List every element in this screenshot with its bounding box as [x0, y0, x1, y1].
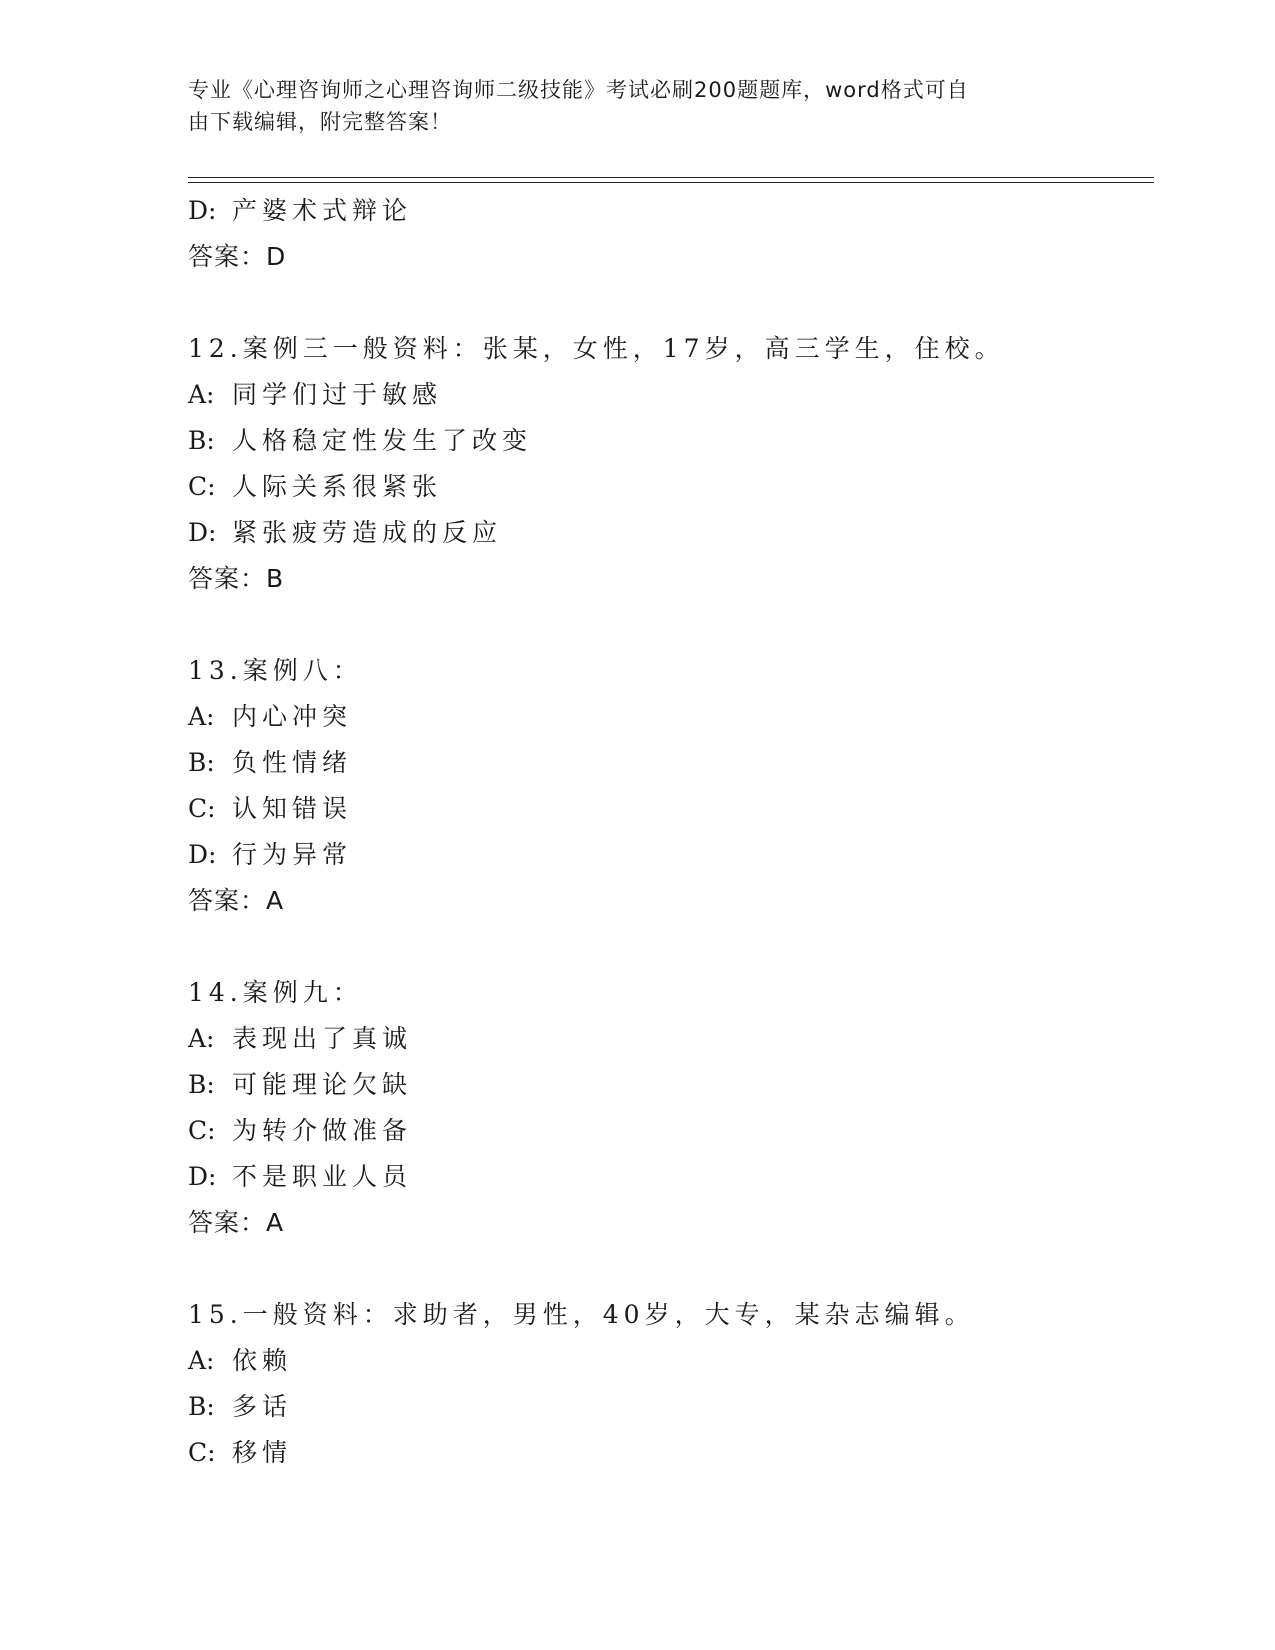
option-text: 可能理论欠缺 [232, 1070, 413, 1099]
option-row [188, 694, 1154, 740]
question-stem: 14.案例九： [188, 978, 363, 1007]
option-text: 产婆术式辩论 [232, 196, 413, 225]
option-letter: C: [188, 794, 216, 823]
option-row [188, 464, 1154, 510]
spacer [188, 280, 1154, 326]
option-row [188, 832, 1154, 878]
option-row [188, 786, 1154, 832]
answer-line: 答案：A [188, 1208, 285, 1237]
question-block [188, 1292, 1154, 1476]
option-letter: A: [188, 1024, 215, 1053]
option-letter: A: [188, 1346, 215, 1375]
question-list [188, 188, 1154, 1476]
option-text: 负性情绪 [232, 748, 353, 777]
option-letter: D: [188, 1162, 217, 1191]
option-text: 紧张疲劳造成的反应 [232, 518, 503, 547]
answer-line: 答案：D [188, 242, 287, 271]
option-letter: B: [188, 1070, 215, 1099]
option-text: 不是职业人员 [232, 1162, 413, 1191]
option-text: 多话 [232, 1392, 293, 1421]
option-letter: A: [188, 380, 215, 409]
option-text: 同学们过于敏感 [232, 380, 443, 409]
option-row [188, 510, 1154, 556]
header-divider-bottom [188, 182, 1154, 183]
option-letter: B: [188, 426, 215, 455]
document-header [188, 74, 1088, 138]
option-text: 内心冲突 [232, 702, 353, 731]
option-text: 为转介做准备 [232, 1116, 413, 1145]
question-block [188, 970, 1154, 1246]
option-letter: A: [188, 702, 215, 731]
option-letter: B: [188, 748, 215, 777]
answer-line: 答案：B [188, 564, 285, 593]
option-letter: C: [188, 472, 216, 501]
option-row [188, 372, 1154, 418]
option-row [188, 1384, 1154, 1430]
option-letter: D: [188, 518, 217, 547]
option-letter: D: [188, 840, 217, 869]
header-line-2: 由下载编辑，附完整答案！ [188, 110, 452, 134]
header-line-1: 专业《心理咨询师之心理咨询师二级技能》考试必刷200题题库，word格式可自 [188, 78, 969, 102]
option-text: 人际关系很紧张 [232, 472, 443, 501]
option-row [188, 740, 1154, 786]
option-text: 认知错误 [232, 794, 353, 823]
option-letter: C: [188, 1116, 216, 1145]
option-row [188, 1430, 1154, 1476]
answer-line: 答案：A [188, 886, 285, 915]
option-row [188, 1154, 1154, 1200]
question-stem: 12.案例三一般资料：张某，女性，17岁，高三学生，住校。 [188, 334, 1005, 363]
header-divider-top [188, 177, 1154, 178]
option-row [188, 418, 1154, 464]
question-stem: 15.一般资料：求助者，男性，40岁，大专，某杂志编辑。 [188, 1300, 975, 1329]
option-letter: B: [188, 1392, 215, 1421]
question-block [188, 326, 1154, 602]
option-row [188, 1062, 1154, 1108]
option-letter: D: [188, 196, 217, 225]
option-text: 表现出了真诚 [232, 1024, 413, 1053]
option-text: 依赖 [232, 1346, 293, 1375]
option-text: 移情 [232, 1438, 293, 1467]
spacer [188, 924, 1154, 970]
option-row [188, 1108, 1154, 1154]
option-row [188, 188, 1154, 234]
option-row [188, 1016, 1154, 1062]
option-letter: C: [188, 1438, 216, 1467]
question-stem: 13.案例八： [188, 656, 363, 685]
option-row [188, 1338, 1154, 1384]
spacer [188, 602, 1154, 648]
option-text: 行为异常 [232, 840, 353, 869]
option-text: 人格稳定性发生了改变 [232, 426, 533, 455]
question-block [188, 648, 1154, 924]
spacer [188, 1246, 1154, 1292]
